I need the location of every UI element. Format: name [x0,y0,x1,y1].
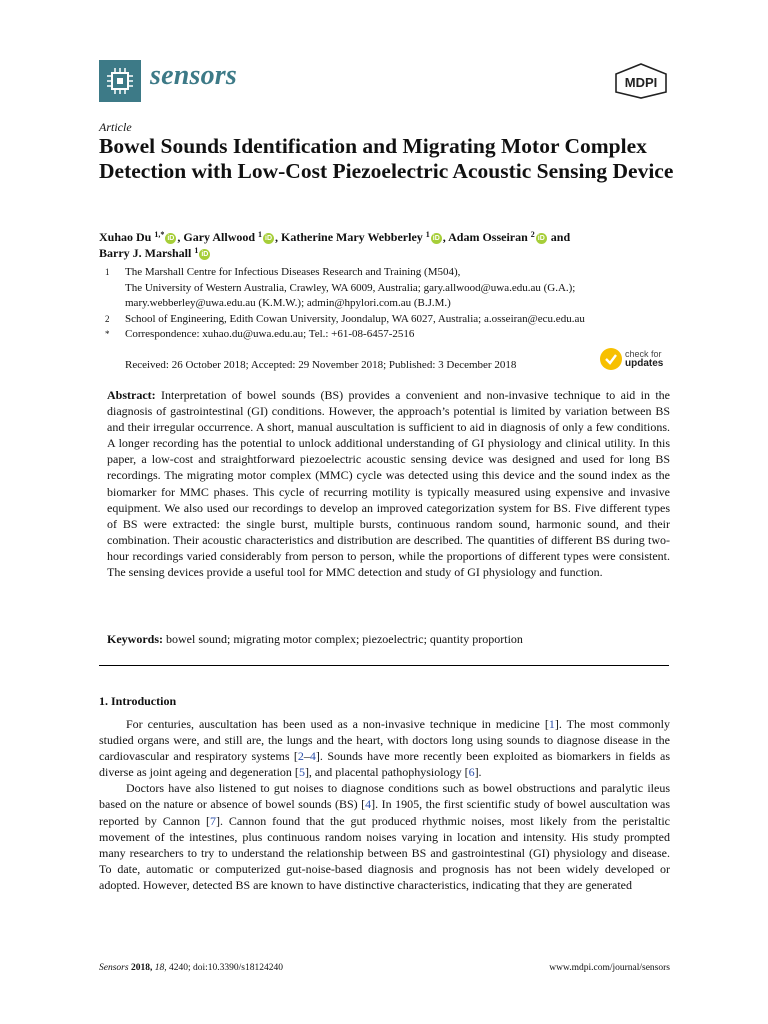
paragraph-text: ], and placental pathophysiology [ [304,765,469,780]
keywords [107,631,670,647]
paragraph-text: ]. [474,765,482,780]
footer-citation [99,963,283,973]
citation-link[interactable]: 6 [468,765,475,780]
footer-year: 2018, [130,963,153,973]
journal-logo-icon [99,60,141,102]
keywords-label: Keywords: [107,632,163,646]
affiliation-item [99,265,689,312]
mdpi-logo-text: MDPI [624,75,658,90]
authors-conjunction: and [550,230,571,244]
affiliation-mark: 2 [105,313,110,324]
section-heading: 1. Introduction [99,694,177,708]
affiliation-mark: * [105,329,110,339]
article-title: Bowel Sounds Identification and Migrating Motor Complex Detection with Low-Cost Piezoelectric Acoustic Sensing Device [99,134,674,183]
citation-link[interactable]: 7 [210,813,217,828]
publication-dates: Received: 26 October 2018; Accepted: 29 November 2018; Published: 3 December 2018 [125,359,517,371]
citation-link[interactable]: 1 [548,717,555,731]
section-divider [99,665,669,666]
correspondence-line: Correspondence: xuhao.du@uwa.edu.au; Tel.: +61-08-6457-2516 [125,328,415,340]
paragraph-text: ]. Cannon found that the gut produced rhythmic noises, most likely from the peristaltic movement of the intestines, plus continuous random noises varying in location and intensity. His study prompted many researchers to try to understand the relationship between BS and gastrointestinal (GI) physiology and disease. To date, automatic or computerized gut-noise-based diagnosis and prognosis has not been widely developed or adopted. However, detected BS are known to have distinctive characteristics, indicating that they are generated [99,813,670,892]
paragraph-text: Doctors have also listened to gut noises to diagnose conditions such as bowel obstructions and paralytic ileus based on the nature or absence of bowel sounds (BS) [ [99,781,670,812]
paragraph [99,716,670,780]
body-text [99,716,670,893]
affiliation-line: The Marshall Centre for Infectious Diseases Research and Training (M504), [125,266,461,278]
affiliation-line: mary.webberley@uwa.edu.au (K.M.W.); admin@hpylori.com.au (B.J.M.) [125,297,451,309]
footer-url[interactable]: www.mdpi.com/journal/sensors [549,963,670,973]
citation-link[interactable]: 5 [298,765,305,780]
keywords-text: bowel sound; migrating motor complex; piezoelectric; quantity proportion [166,632,523,646]
mdpi-logo-icon[interactable] [612,62,670,100]
footer-doi[interactable]: 4240; doi:10.3390/s18124240 [168,963,283,973]
check-updates-icon [600,348,622,370]
check-updates-label: check for [625,349,662,359]
author-name[interactable]: Katherine Mary Webberley [281,230,423,244]
author-name[interactable]: Gary Allwood [183,230,256,244]
author-affil-mark: 1,* [154,230,165,239]
abstract [107,387,670,580]
check-updates-label-bold: updates [625,358,664,369]
paragraph-text: ]. In 1905, the first scientific study of bowel auscultation was reported by Cannon [ [99,797,671,828]
author-list: Xuhao Du $^{1,*}$ iD , Gary Allwood $^1$ iD , Katherine Mary Webberley $^1$ iD , Adam Osseiran $^2$ iD and Barry J. Marshall $^1$ iD [99,230,571,260]
footer-volume: 18, [154,963,167,973]
paragraph-text: – [303,749,310,764]
affiliation-item [99,312,689,328]
affiliations [99,265,689,343]
author-name[interactable]: Xuhao Du [99,230,152,244]
orcid-icon[interactable]: iD [537,234,545,242]
author-affil-mark: 1 [425,230,430,239]
affiliation-item [99,327,689,343]
author-affil-mark: 1 [258,230,263,239]
citation-link[interactable]: 2 [297,749,304,764]
paragraph-text: ]. Sounds have more recently been exploited as biomarkers in fields as diverse as joint ageing and degeneration [ [99,749,671,780]
paragraph-text: ]. The most commonly studied organs were, and still are, the lungs and the heart, with doctors long using sounds to diagnose disease in the cardiovascular and respiratory systems [ [99,717,670,764]
affiliation-line: The University of Western Australia, Crawley, WA 6009, Australia; gary.allwood@uwa.edu.au (G.A.); [125,281,576,294]
footer-journal: Sensors [99,963,129,973]
affiliation-line: School of Engineering, Edith Cowan University, Joondalup, WA 6027, Australia; a.osseiran@ecu.edu.au [125,312,585,325]
orcid-icon[interactable]: iD [201,250,209,258]
abstract-label: Abstract: [107,388,156,402]
paragraph-text: For centuries, auscultation has been used as a non-invasive technique in medicine [ [126,717,549,731]
check-for-updates-button[interactable] [600,348,672,376]
author-affil-mark: 2 [530,230,535,239]
orcid-icon[interactable]: iD [432,234,440,242]
author-name[interactable]: Barry J. Marshall [99,246,192,260]
article-type: Article [99,120,132,134]
affiliation-mark: 1 [105,267,110,277]
orcid-icon[interactable]: iD [265,234,273,242]
abstract-text: Interpretation of bowel sounds (BS) provides a convenient and non-invasive technique to aid in the diagnosis of gastrointestinal (GI) conditions. However, the approach’s potential is limited by variation between BS and their irregular occurrence. A short, manual auscultation is sufficient to aid in diagnosis of only a few conditions. A longer recording has the potential to unlock additional understanding of GI physiology and clinical utility. In this paper, a low-cost and straightforward piezoelectric acoustic sensing device was designed and used for long BS recordings. The migrating motor complex (MMC) cycle was detected using this device and the sound index as the biomarker for MMC phases. This cycle of recurring motility is typically measured using expensive and invasive equipment. We also used our recordings to develop an improved categorization system for BS. Five different types of BS were extracted: the single burst, multiple bursts, continuous random sound, harmonic sound, and their combination. Their acoustic characteristics and distribution are described. The quantities of different BS during two-hour recordings varied considerably from person to person, while the proportions of different types were consistent. The sensing devices provide a useful tool for MMC detection and study of GI physiology and function. [107,388,671,580]
citation-link[interactable]: 4 [365,797,372,812]
author-affil-mark: 1 [194,246,199,255]
citation-link[interactable]: 4 [309,749,316,764]
journal-name[interactable]: sensors [150,60,237,91]
orcid-icon[interactable]: iD [167,234,175,242]
author-name[interactable]: Adam Osseiran [448,230,528,244]
paragraph [99,780,670,893]
